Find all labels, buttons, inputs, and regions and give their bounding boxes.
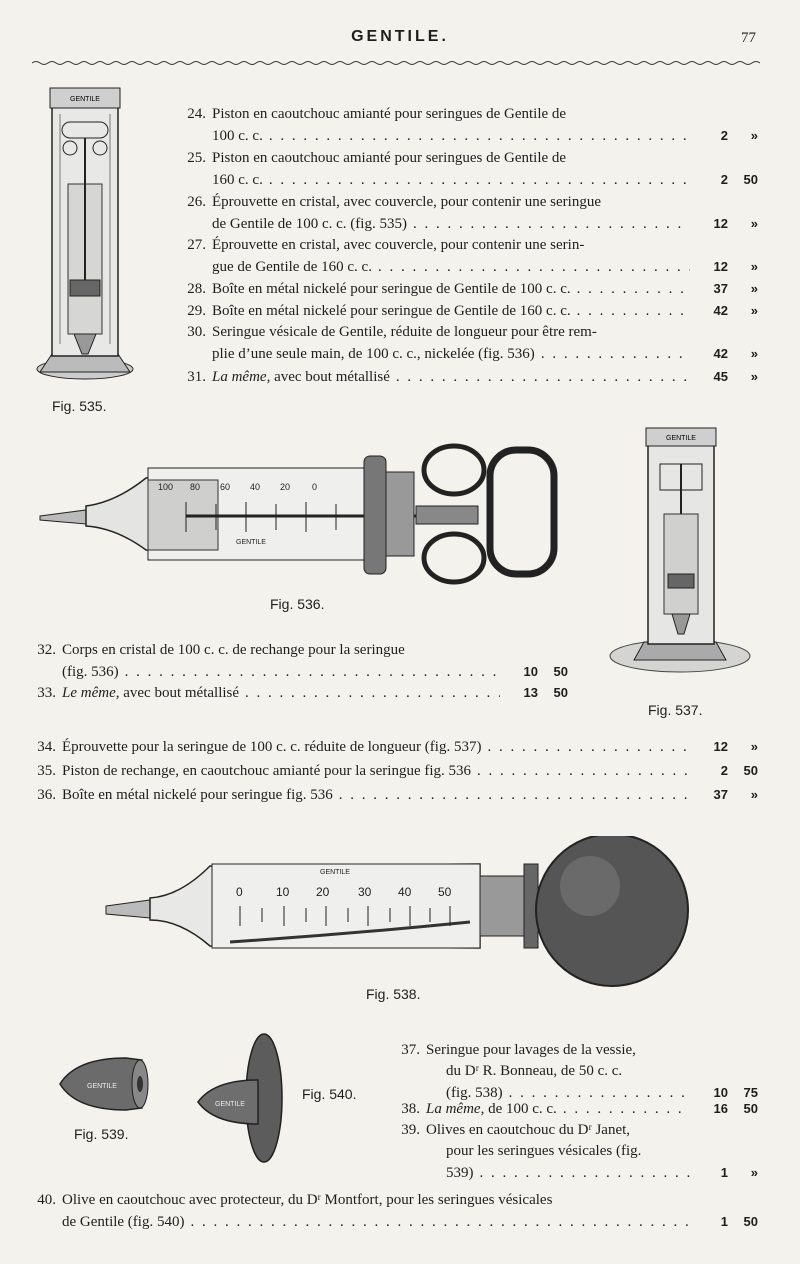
figure-540-olive-protector	[194, 1030, 294, 1166]
figure-539-olive	[56, 1050, 152, 1116]
figure-536-caption: Fig. 536.	[270, 596, 325, 612]
item-32: 32. Corps en cristal de 100 c. c. de rechange pour la seringue (fig. 536) . . . 10 50	[28, 640, 568, 683]
header-rule	[32, 60, 760, 66]
item-39: 39. Olives en caoutchouc du Dʳ Janet, pour les seringues vésicales (fig. 539) . . . 1 »	[392, 1120, 758, 1184]
page-number: 77	[741, 30, 756, 46]
item-35: 35. Piston de rechange, en caoutchouc amianté pour la seringue fig. 536 . . . 2 50	[28, 760, 758, 782]
figure-535-test-tube	[30, 84, 140, 384]
item-29: 29. Boîte en métal nickelé pour seringue de Gentile de 160 c. c. . . . 42 »	[178, 300, 758, 322]
item-30: 30. Seringue vésicale de Gentile, réduite de longueur pour être rem- plie d’une seule main, de 100 c. c., nickelée (fig. 536) . . . 42 »	[178, 322, 758, 365]
item-26: 26. Éprouvette en cristal, avec couvercle, pour contenir une seringue de Gentile de 100 c. c. (fig. 535) . . . 12 »	[178, 192, 758, 235]
item-25: 25. Piston en caoutchouc amianté pour seringues de Gentile de 160 c. c. . . . 2 50	[178, 148, 758, 191]
item-24: 24. Piston en caoutchouc amianté pour seringues de Gentile de 100 c. c. . . . 2 »	[178, 104, 758, 147]
figure-540-caption: Fig. 540.	[302, 1086, 357, 1102]
scale-536-d: 40	[250, 482, 261, 492]
figure-539-label: GENTILE	[87, 1083, 117, 1090]
figure-537-caption: Fig. 537.	[648, 702, 703, 718]
figure-538-bulb-syringe	[100, 836, 700, 1002]
scale-538-e: 40	[398, 885, 412, 899]
figure-540-label: GENTILE	[215, 1101, 245, 1108]
scale-538-b: 10	[276, 885, 290, 899]
scale-536-a: 100	[158, 482, 174, 492]
item-40: 40. Olive en caoutchouc avec protecteur, du Dʳ Montfort, pour les seringues vésicales de Gentile (fig. 540) . . . 1 50	[28, 1190, 758, 1233]
figure-538-label: GENTILE	[320, 869, 350, 876]
figure-536-label: GENTILE	[236, 539, 266, 546]
figure-535-label: GENTILE	[70, 96, 100, 103]
figure-537-test-tube	[598, 424, 758, 680]
figure-536-syringe	[36, 432, 566, 592]
figure-535-caption: Fig. 535.	[52, 398, 107, 414]
figure-537-label: GENTILE	[666, 435, 696, 442]
item-31: 31. La même, avec bout métallisé . . . 45 »	[178, 366, 758, 388]
scale-538-d: 30	[358, 885, 372, 899]
scale-536-c: 60	[220, 482, 231, 492]
scale-536-f: 0	[312, 482, 318, 492]
item-37: 37. Seringue pour lavages de la vessie, du Dʳ R. Bonneau, de 50 c. c. (fig. 538) . . . 10 75	[392, 1040, 758, 1104]
page-title: GENTILE.	[351, 28, 449, 45]
item-33: 33. Le même, avec bout métallisé . . . 13 50	[28, 682, 568, 704]
item-34: 34. Éprouvette pour la seringue de 100 c. c. réduite de longueur (fig. 537) . . . 12 »	[28, 736, 758, 758]
item-36: 36. Boîte en métal nickelé pour seringue fig. 536 . . . 37 »	[28, 784, 758, 806]
item-38: 38. La même, de 100 c. c. . . . 16 50	[392, 1098, 758, 1120]
item-27: 27. Éprouvette en cristal, avec couvercle, pour contenir une serin- gue de Gentile de 160 c. c. . . . 12 »	[178, 235, 758, 278]
figure-539-caption: Fig. 539.	[74, 1126, 129, 1142]
item-28: 28. Boîte en métal nickelé pour seringue de Gentile de 100 c. c. . . . 37 »	[178, 278, 758, 300]
scale-536-b: 80	[190, 482, 201, 492]
scale-538-c: 20	[316, 885, 330, 899]
scale-536-e: 20	[280, 482, 291, 492]
scale-538-a: 0	[236, 885, 243, 899]
figure-538-caption: Fig. 538.	[366, 986, 421, 1002]
scale-538-f: 50	[438, 885, 452, 899]
